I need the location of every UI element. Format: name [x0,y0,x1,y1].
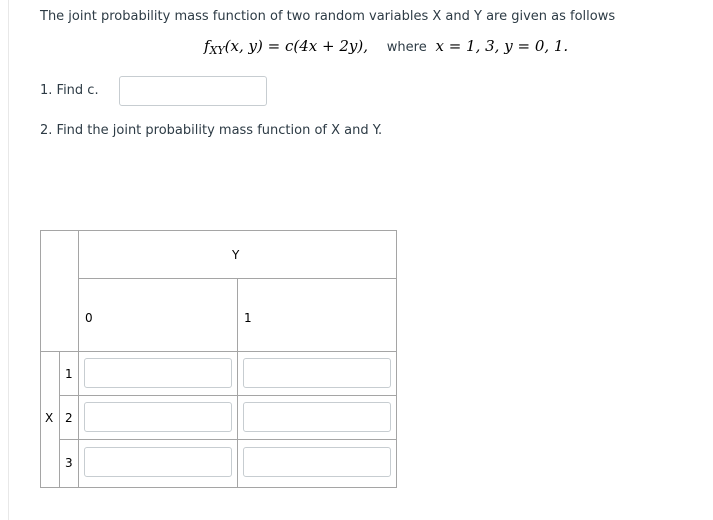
pmf-formula [204,37,568,57]
pmf-input-x3-y1[interactable] [243,447,391,477]
formula-args: (x, y) [224,37,263,55]
x-axis-header: X [45,411,54,425]
find-c-input[interactable] [119,76,267,106]
row-header-2: 3 [65,456,73,470]
formula-y-domain: y = 0, 1. [504,37,569,55]
pmf-input-x3-y0[interactable] [84,447,232,477]
part1-label: 1. Find c. [40,83,99,98]
question-intro: The joint probability mass function of two random variables X and Y are given as follows [40,9,616,24]
formula-where-label: where [386,40,427,55]
formula-x-domain: x = 1, 3, [435,37,500,55]
y-axis-header: Y [232,248,240,262]
column-header-divider [41,351,396,352]
row-header-1: 2 [65,411,73,425]
y-header-divider [78,278,396,279]
column-header-1: 1 [244,311,252,325]
page-left-border [8,0,9,520]
joint-pmf-table [40,230,397,488]
part2-label: 2. Find the joint probability mass function of X and Y. [40,123,383,138]
formula-lhs-subscript: XY [209,44,225,57]
row-divider-1 [59,395,396,396]
value-column-divider [237,278,238,488]
row-header-0: 1 [65,367,73,381]
pmf-input-x1-y1[interactable] [243,358,391,388]
formula-equals: = [267,37,281,55]
formula-lhs: f [204,37,210,55]
formula-rhs: c(4x + 2y), [284,37,368,55]
pmf-input-x1-y0[interactable] [84,358,232,388]
pmf-input-x2-y0[interactable] [84,402,232,432]
row-label-divider [59,351,60,488]
header-column-divider [78,231,79,488]
pmf-input-x2-y1[interactable] [243,402,391,432]
column-header-0: 0 [85,311,93,325]
row-divider-2 [59,439,396,440]
